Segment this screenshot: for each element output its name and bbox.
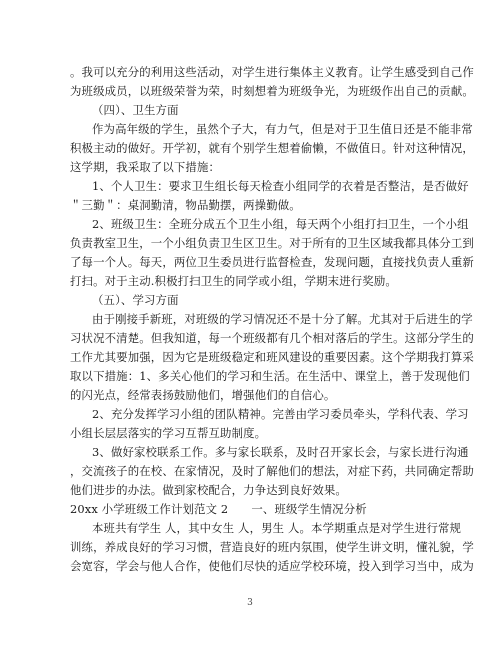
text-line: 本班共有学生 人，其中女生 人，男生 人。本学期重点是对学生进行常规 [92,521,462,535]
text-line: 为班级成员，以班级荣誉为荣，时刻想着为班级争光，为班级作出自己的贡献。 [70,84,474,98]
article-title-line: 20xx 小学班级工作计划范文 2 一、班级学生情况分析 [70,502,367,516]
text-line: 积极主动的做好。开学初，就有个别学生想着偷懒，不做值日。针对这种情况， [70,141,474,155]
text-line: 。我可以充分的利用这些活动，对学生进行集体主义教育。让学生感受到自己作 [70,65,474,79]
text-line: 2、充分发挥学习小组的团队精神。完善由学习委员牵头，学科代表、学习 [92,407,469,421]
text-line: 了每一个人。每天，两位卫生委员进行监督检查，发现问题，直接找负责人重新 [70,255,474,269]
text-line: 2、班级卫生：全班分成五个卫生小组，每天两个小组打扫卫生，一个小组 [92,217,469,231]
text-line: ＂三勤＂：桌洞勤清，物品勤摆，两操勤做。 [70,198,301,212]
text-line: ，交流孩子的在校、在家情况，及时了解他们的想法，对症下药，共同确定帮助 [70,464,474,478]
text-line: 由于刚接手新班，对班级的学习情况还不是十分了解。尤其对于后进生的学 [92,312,473,326]
text-line: 负责教室卫生，一个小组负责卫生区卫生。对于所有的卫生区域我都具体分工到 [70,236,474,250]
text-line: 习状况不清楚。但我知道，每一个班级都有几个相对落后的学生。这部分学生的 [70,331,474,345]
section-heading-hygiene: （四）、卫生方面 [92,103,179,117]
page-number: 3 [247,598,253,608]
section-heading-study: （五）、学习方面 [92,293,179,307]
text-line: 工作尤其要加强，因为它是班级稳定和班风建设的重要因素。这个学期我打算采 [70,350,474,364]
text-line: 3、做好家校联系工作。多与家长联系，及时召开家长会，与家长进行沟通 [92,445,469,459]
text-line: 取以下措施：1、多关心他们的学习和生活。在生活中、课堂上，善于发现他们 [70,369,470,383]
text-line: 小组长层层落实的学习互帮互助制度。 [70,426,267,440]
text-line: 打扫。对于主动.积极打扫卫生的同学或小组，学期末进行奖励。 [70,274,397,288]
text-line: 会宽容，学会与他人合作，使他们尽快的适应学校环境，投入到学习当中，成为 [70,559,474,573]
text-line: 1、个人卫生：要求卫生组长每天检查小组同学的衣着是否整洁，是否做好 [92,179,469,193]
text-line: 作为高年级的学生，虽然个子大，有力气，但是对于卫生值日还是不能非常 [92,122,473,136]
text-line: 的闪光点，经常表扬鼓励他们，增强他们的自信心。 [70,388,336,402]
text-line: 训练，养成良好的学习习惯，营造良好的班内氛围，使学生讲文明，懂礼貌，学 [70,540,474,554]
text-line: 这学期，我采取了以下措施： [70,160,221,174]
text-line: 他们进步的办法。做到家校配合，力争达到良好效果。 [70,483,347,497]
